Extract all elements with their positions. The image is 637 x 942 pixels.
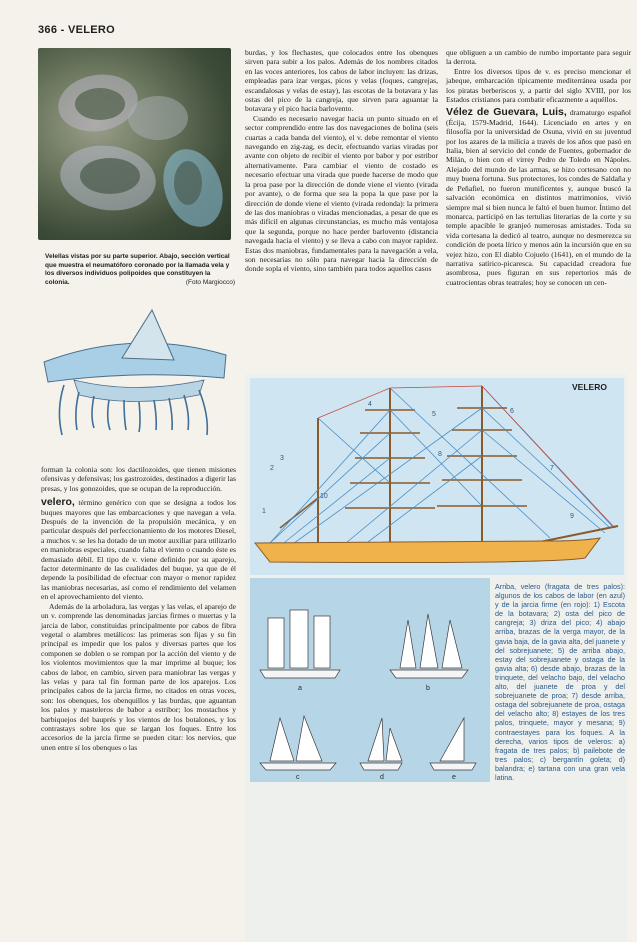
ship-type-label-d: d [380, 774, 384, 781]
col3-paragraph-1: que obliguen a un cambio de rumbo importante para seguir la derrota. [446, 48, 631, 67]
velella-photo [38, 48, 231, 240]
col3-paragraph-2: Entre los diversos tipos de v. es preciso mencionar el jabeque, embarcación típicamente mediterránea usada por los piratas berberiscos y, a partir del siglo XVIII, por los Estados cristianos para combatir eficazmente a aquéllos. [446, 66, 631, 105]
page-number: 366 [38, 24, 58, 36]
figure-label: VELERO [572, 382, 607, 392]
diagram-number-2: 2 [270, 465, 274, 472]
diagram-number-3: 3 [280, 455, 284, 462]
velero-entry-head: velero, [41, 496, 75, 509]
column-1-text [41, 465, 236, 752]
ship-type-label-a: a [298, 685, 302, 692]
velez-paragraph: dramaturgo español (Écija, 1579-Madrid, 1644). Licenciado en artes y en filosofía por la universidad de Osuna, vivió en su juventud por los azares de la milicia a través de los años que pasó en Italia, bien al servicio del conde de Fuentes, gobernador de Milán, o bien con el virrey Pedro de Toledo en Nápoles. Alejado del mundo de las armas, se hizo cortesano con no muy buena fortuna. Sus protectores, los condes de Saldaña y de Peñafiel, no fueron munificentes y, aunque buscó la salvación económica en distintos matrimonios, vivió siempre mal si bien nunca le faltó el buen humor. Íntimo del monarca, participó en las tertulias literarias de la corte y su temple apacible le granjeó numerosas amistades. Toda su vida cortesana la dedicó al teatro, aunque no desmerezca su condición de poeta lírico y menos aún la incursión que en su vejez hizo, con El diablo Cojuelo (1641), en el mundo de la narrativa satírico-picaresca. Su capacidad creadora fue asombrosa, pues figuran en sus repertorios más de cuatrocientas obras teatrales; hoy se conocen un cen- [446, 108, 631, 287]
diagram-number-1: 1 [262, 508, 266, 515]
diagram-number-4: 4 [368, 401, 372, 408]
col2-paragraph-2: Cuando es necesario navegar hacia un punto situado en el sector comprendido entre las dos navegaciones de bolina (seis cuartas a cada banda del viento), el v. debe remontar el viento navegando en zig-zag, es decir, efectuando varias viradas por avante con objeto de recibir el viento por babor y por estribor alternativamente. Para cambiar el viento de costado es necesario efectuar una virada que puede hacerse de modo que la proa pase por la dirección de donde viene el viento (virada por avante), o de forma que sea la popa la que pase por la dirección de donde viene el viento (virada redonda): la primera de las dos maniobras o viradas mencionadas, a pesar de que es más difícil en algunas circunstancias, es mucho más ventajosa que la segunda, porque no hace perder barlovento (distancia navegada hacia el viento) y se lleva a cabo con mayor rapidez. Estas dos maniobras, fundamentales para la navegación a vela, son necesarias no sólo para navegar hacia la dirección de donde sopla el viento, sino también para todos aquellos casos [245, 113, 438, 274]
colony-paragraph: forman la colonia son: los dactilozoides, que tienen misiones ofensivas y defensivas; los gastrozoides, destinados a digerir las presas, y los gonozoides, que se ocupan de la reproducción. [41, 465, 236, 493]
diagram-number-5: 5 [432, 411, 436, 418]
ship-type-label-c: c [296, 774, 300, 781]
col2-paragraph-1: burdas, y los flechastes, que colocados entre los obenques sirven para subir a los palos. Además de los nombres citados en las voces anteriores, los cabos de labor incluyen: las drizas, empleadas para izar vergas, picos y velas (foques, cangrejas, escandalosas y velas de estay), las escotas de la botavara y las ostas del pico de la cangreja, que sirven para aguantar la botavara y el pico hacia barlovento. [245, 48, 438, 114]
velero-paragraph-2: Además de la arboladura, las vergas y las velas, el aparejo de un v. comprende las denominadas jarcias firmes o muertas y la jarcia de labor, constituidas principalmente por cabos de fibra vegetal o alambres metálicos: las primeras son fijas y su fin principal es impedir que los palos y diversas partes que los componen se doblen o se rompan por la acción del viento y de los violentos movimientos que la mar imprime al buque; los cabos de labor, en cambio, sirven para maniobrar las vergas y las velas y para tal fin forman parte de los aparejos. Los principales cabos de la jarcia firme, no citados en otras voces, son: los obenques, los obenquillos y las burdas, que aguantan los palos y masteleros de babor a estribor; los mostachos y barbiquejos del bauprés y los vientos de los botalones, y los contrastays sobre los que se largan los foques. Entre los accesorios de la jarcia firme se pueden citar: los nervios, que unen entre sí los obenques o las [41, 601, 236, 752]
diagram-number-9: 9 [570, 513, 574, 520]
diagram-number-7: 7 [550, 465, 554, 472]
ship-diagram [250, 378, 624, 575]
diagram-number-6: 6 [510, 408, 514, 415]
diagram-number-8: 8 [438, 451, 442, 458]
section-title: VELERO [67, 24, 115, 36]
photo-credit: (Foto Margiocco) [185, 278, 235, 286]
ship-type-label-e: e [452, 774, 456, 781]
column-2-text [245, 48, 438, 274]
figure-caption: Arriba, velero (fragata de tres palos): algunos de los cabos de labor (en azul) y de la jarcia firme (en rojo): 1) Escota de la botavara; 2) osta del pico de cangreja; 3) driza del pico; 4) abajo arriba, brazas de la verga mayor, de la gavia baja, de la gavia alta, del juanete y del sobrejuanete; 5) de arriba abajo, estay del sobrejuanete y ostaga de la gavia alta; 6) desde abajo, brazas de la trinquete, del velacho bajo, del velacho alto, del juanete de proa y del sobrejuanete de proa; 7) desde arriba, ostaga del sobrejuanete de proa, ostaga del velacho alto; 8) estayes de los tres palos, trinquete, mayor y mesana; 9) contraestayes para los foques. A la derecha, varios tipos de veleros: a) fragata de tres palos; b) pailebote de tres palos; c) bergantín goleta; d) balandra; e) tartana con una gran vela latina. [495, 582, 625, 782]
diagram-number-10: 10 [320, 493, 328, 500]
velero-paragraph-1: término genérico con que se designa a todos los buques mayores que las embarcaciones y que navegan a vela. Después de la invención de la propulsión mecánica, y en particular después del perfeccionamiento de los motores Diesel, a muchos v. se les ha dotado de un motor auxiliar para utilizarlo en maniobras especiales, cuando falta el viento o cuando éste es demasiado débil. El tipo de v. viene definido por su aparejo, factor determinante de las cualidades del buque, ya que de él depende la posibilidad de efectuar con mayor o menor rapidez las maniobras necesarias, así como el rendimiento del velamen en el aprovechamiento del viento. [41, 498, 236, 602]
page-header [38, 24, 115, 36]
velella-photo-shapes [38, 48, 231, 240]
header-separator: - [60, 24, 65, 36]
column-3-text [446, 48, 631, 287]
ship-types-panel [250, 578, 490, 782]
photo-caption: Velellas vistas por su parte superior. Abajo, sección vertical que muestra el neumatóforo coronado por la llamada vela y los diversos individuos polipoides que constituyen la colonia. (Foto Margiocco) [45, 253, 235, 286]
velella-section-drawing [34, 300, 236, 445]
velez-entry-head: Vélez de Guevara, Luis, [446, 106, 567, 119]
ship-type-label-b: b [426, 685, 430, 692]
